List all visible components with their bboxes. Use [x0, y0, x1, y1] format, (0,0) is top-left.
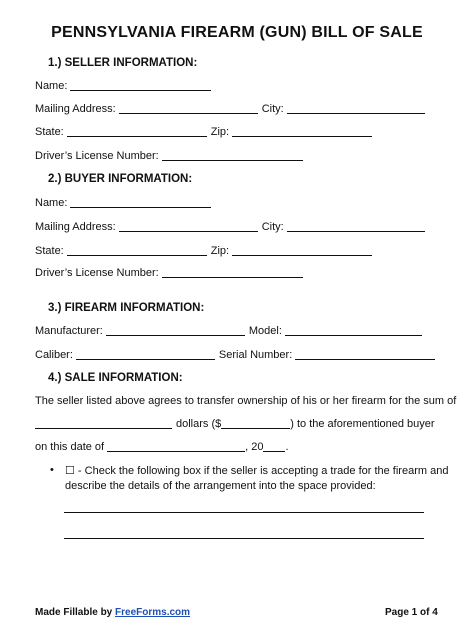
trade-description[interactable] — [65, 464, 448, 494]
buyer-state-row — [35, 245, 376, 257]
firearm-section-heading: 3.) FIREARM INFORMATION: — [48, 302, 205, 314]
seller-license-field[interactable] — [162, 150, 303, 161]
buyer-state-label: State: — [35, 245, 64, 257]
seller-state-label: State: — [35, 126, 64, 138]
caliber-label: Caliber: — [35, 349, 73, 361]
sale-year-field[interactable] — [263, 441, 285, 452]
dollars-text: dollars ($ — [176, 418, 222, 430]
buyer-license-label: Driver’s License Number: — [35, 267, 159, 279]
sale-statement-line1: The seller listed above agrees to transfer ownership of his or her firearm for the sum of — [35, 395, 457, 407]
manufacturer-label: Manufacturer: — [35, 325, 103, 337]
footer-made-fillable — [35, 607, 190, 618]
date-year-text: , 20 — [245, 441, 264, 453]
buyer-name-field[interactable] — [70, 197, 211, 208]
seller-city-field[interactable] — [287, 103, 425, 114]
page-title: PENNSYLVANIA FIREARM (GUN) BILL OF SALE — [51, 24, 423, 41]
buyer-city-label: City: — [261, 221, 284, 233]
seller-zip-label: Zip: — [210, 126, 230, 138]
buyer-mailing-field[interactable] — [119, 221, 258, 232]
seller-section-heading: 1.) SELLER INFORMATION: — [48, 57, 198, 69]
seller-zip-field[interactable] — [232, 126, 372, 137]
buyer-zip-label: Zip: — [210, 245, 230, 257]
serial-number-field[interactable] — [295, 349, 435, 360]
manufacturer-field[interactable] — [106, 325, 245, 336]
seller-address-row — [35, 103, 429, 115]
seller-mailing-field[interactable] — [119, 103, 258, 114]
buyer-license-row — [35, 267, 307, 279]
trade-details-line-2[interactable] — [64, 538, 424, 539]
date-end-text: . — [285, 441, 289, 453]
seller-mailing-label: Mailing Address: — [35, 103, 116, 115]
trade-text-line1: ☐ - Check the following box if the seller is accepting a trade for the firearm and — [65, 465, 449, 477]
serial-number-label: Serial Number: — [218, 349, 293, 361]
buyer-section-heading: 2.) BUYER INFORMATION: — [48, 173, 193, 185]
buyer-address-row — [35, 221, 429, 233]
freeforms-link[interactable]: FreeForms.com — [115, 607, 191, 618]
seller-name-field[interactable] — [70, 80, 211, 91]
buyer-name-label: Name: — [35, 197, 68, 209]
aforementioned-buyer-text: ) to the aforementioned buyer — [290, 418, 435, 430]
model-field[interactable] — [285, 325, 422, 336]
seller-license-label: Driver’s License Number: — [35, 150, 159, 162]
buyer-mailing-label: Mailing Address: — [35, 221, 116, 233]
buyer-city-field[interactable] — [287, 221, 425, 232]
buyer-state-field[interactable] — [67, 245, 207, 256]
sale-amount-row — [35, 418, 435, 430]
seller-state-row — [35, 126, 376, 138]
page-number: Page 1 of 4 — [385, 607, 438, 618]
buyer-license-field[interactable] — [162, 267, 303, 278]
trade-details-line-1[interactable] — [64, 512, 424, 513]
model-label: Model: — [248, 325, 282, 337]
firearm-caliber-row — [35, 349, 439, 361]
made-fillable-text: Made Fillable by — [35, 607, 113, 618]
sale-date-field[interactable] — [107, 441, 245, 452]
buyer-zip-field[interactable] — [232, 245, 372, 256]
sale-section-heading: 4.) SALE INFORMATION: — [48, 372, 183, 384]
seller-state-field[interactable] — [67, 126, 207, 137]
firearm-manufacturer-row — [35, 325, 426, 337]
seller-name-row — [35, 80, 215, 92]
sale-amount-number-field[interactable] — [221, 418, 290, 429]
sale-amount-words-field[interactable] — [35, 418, 172, 429]
trade-text-line2: describe the details of the arrangement into the space provided: — [65, 480, 376, 492]
seller-name-label: Name: — [35, 80, 68, 92]
sale-date-row — [35, 441, 289, 453]
buyer-name-row — [35, 197, 215, 209]
bullet-icon: • — [50, 464, 54, 476]
trade-checkbox-item — [50, 464, 448, 494]
caliber-field[interactable] — [76, 349, 215, 360]
date-prefix-text: on this date of — [35, 441, 105, 453]
seller-license-row — [35, 150, 307, 162]
seller-city-label: City: — [261, 103, 284, 115]
